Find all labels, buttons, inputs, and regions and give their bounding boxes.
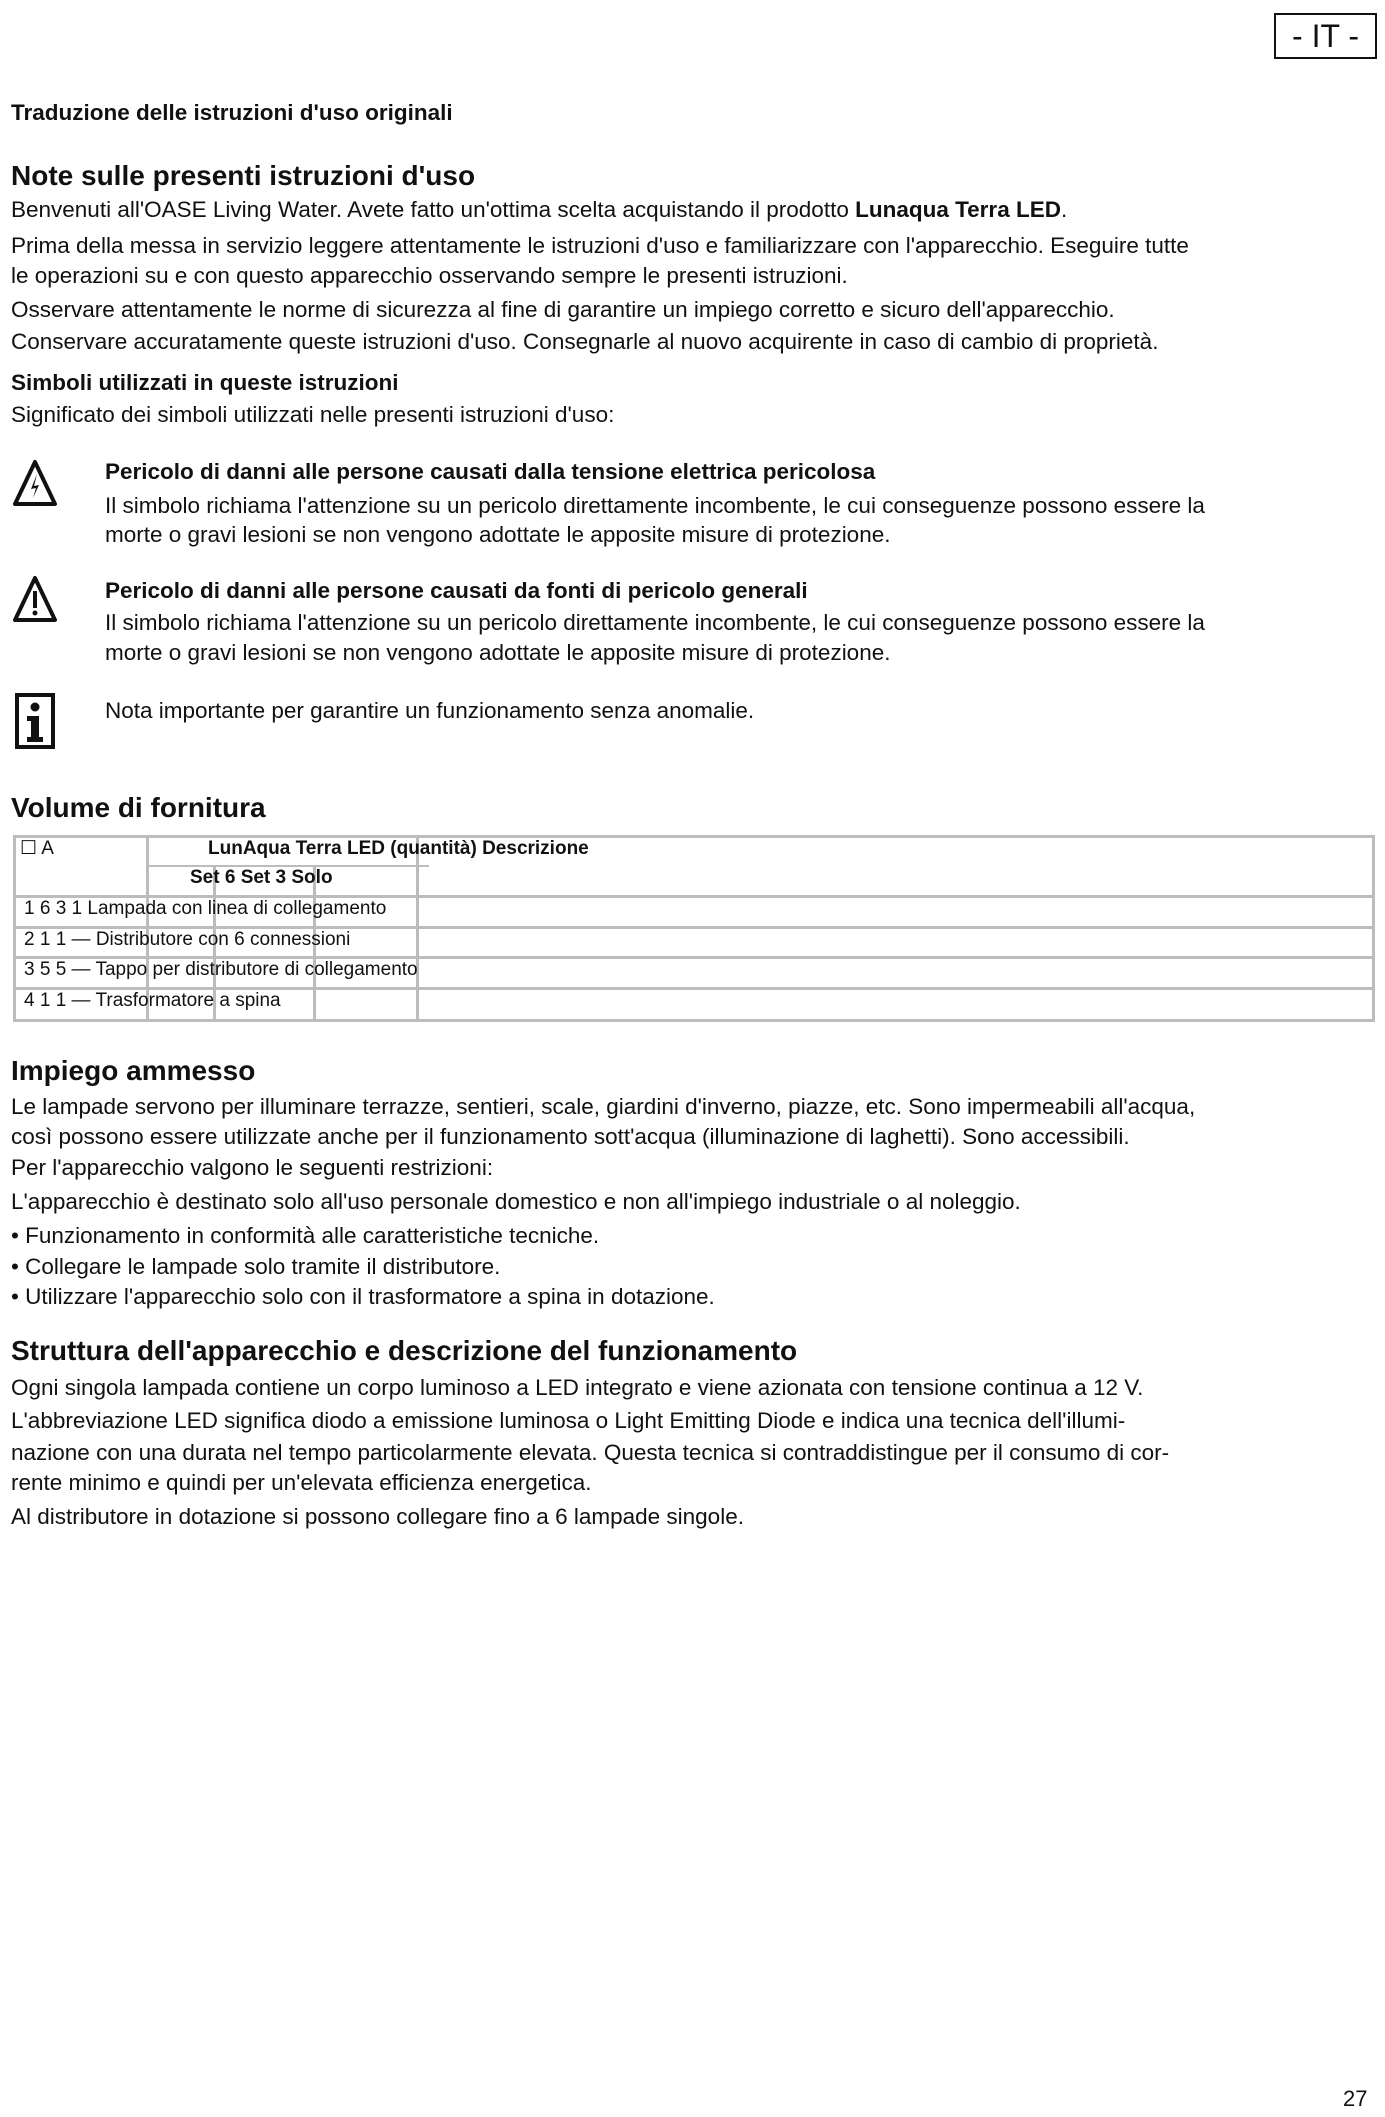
structure-line: Ogni singola lampada contiene un corpo luminoso a LED integrato e viene azionata con tensione continua a 12 V. [11,1375,1144,1400]
table-row: 4 1 1 — Trasformatore a spina [24,990,281,1011]
table-header-title: LunAqua Terra LED (quantità) Descrizione [208,838,589,859]
symbol-title: Pericolo di danni alle persone causati dalla tensione elettrica pericolosa [105,459,876,484]
structure-line: nazione con una durata nel tempo particolarmente elevata. Questa tecnica si contraddistingue per il consumo di cor- [11,1440,1170,1465]
structure-line: Al distributore in dotazione si possono collegare fino a 6 lampade singole. [11,1504,744,1529]
symbol-desc: Il simbolo richiama l'attenzione su un pericolo direttamente incombente, le cui conseguenze possono essere la [105,493,1205,518]
electric-warning-icon [12,458,58,510]
welcome-end: . [1060,197,1068,222]
product-name: Lunaqua Terra LED [855,197,1061,222]
info-icon [15,693,55,749]
symbol-desc: morte o gravi lesioni se non vengono adottate le apposite misure di protezione. [105,522,891,547]
symbols-intro: Significato dei simboli utilizzati nelle presenti istruzioni d'uso: [11,402,615,427]
note-heading: Note sulle presenti istruzioni d'uso [11,160,476,191]
structure-heading: Struttura dell'apparecchio e descrizione del funzionamento [11,1335,798,1366]
note-line: le operazioni su e con questo apparecchio osservando sempre le presenti istruzioni. [11,263,848,288]
welcome-line [11,196,1067,224]
table-header-a: ☐ A [20,838,54,859]
structure-line: rente minimo e quindi per un'elevata efficienza energetica. [11,1470,592,1495]
structure-line: L'abbreviazione LED significa diodo a emissione luminosa o Light Emitting Diode e indica una tecnica dell'illumi- [11,1408,1126,1433]
use-heading: Impiego ammesso [11,1055,256,1086]
welcome-text: Benvenuti all'OASE Living Water. Avete fatto un'ottima scelta acquistando il prodotto [11,197,856,222]
table-header-sub: Set 6 Set 3 Solo [190,867,333,888]
document-title: Traduzione delle istruzioni d'uso originali [11,100,453,125]
language-badge: - IT - [1274,13,1377,59]
use-line: L'apparecchio è destinato solo all'uso personale domestico e non all'impiego industriale o al noleggio. [11,1189,1021,1214]
page-number: 27 [1343,2086,1368,2111]
note-line: Osservare attentamente le norme di sicurezza al fine di garantire un impiego corretto e sicuro dell'apparecchio. [11,297,1115,322]
supply-heading: Volume di fornitura [11,792,266,823]
note-line: Prima della messa in servizio leggere attentamente le istruzioni d'uso e familiarizzare con l'apparecchio. Eseguire tutte [11,233,1189,258]
use-bullet: • Collegare le lampade solo tramite il distributore. [11,1254,501,1279]
table-row: 1 6 3 1 Lampada con linea di collegamento [24,898,387,919]
use-line: così possono essere utilizzate anche per il funzionamento sott'acqua (illuminazione di laghetti). Sono accessibili. [11,1124,1130,1149]
table-row: 3 5 5 — Tappo per distributore di collegamento [24,959,418,980]
symbol-desc: Nota importante per garantire un funzionamento senza anomalie. [105,698,755,723]
general-warning-icon [12,574,58,626]
note-line: Conservare accuratamente queste istruzioni d'uso. Consegnarle al nuovo acquirente in caso di cambio di proprietà. [11,329,1159,354]
symbol-desc: morte o gravi lesioni se non vengono adottate le apposite misure di protezione. [105,640,891,665]
symbols-heading: Simboli utilizzati in queste istruzioni [11,370,399,395]
use-line: Le lampade servono per illuminare terrazze, sentieri, scale, giardini d'inverno, piazze, etc. Sono impermeabili all'acqua, [11,1094,1196,1119]
use-line: Per l'apparecchio valgono le seguenti restrizioni: [11,1155,494,1180]
symbol-title: Pericolo di danni alle persone causati da fonti di pericolo generali [105,578,808,603]
use-bullet: • Utilizzare l'apparecchio solo con il trasformatore a spina in dotazione. [11,1284,715,1309]
symbol-desc: Il simbolo richiama l'attenzione su un pericolo direttamente incombente, le cui conseguenze possono essere la [105,610,1205,635]
table-row: 2 1 1 — Distributore con 6 connessioni [24,929,351,950]
use-bullet: • Funzionamento in conformità alle caratteristiche tecniche. [11,1223,600,1248]
